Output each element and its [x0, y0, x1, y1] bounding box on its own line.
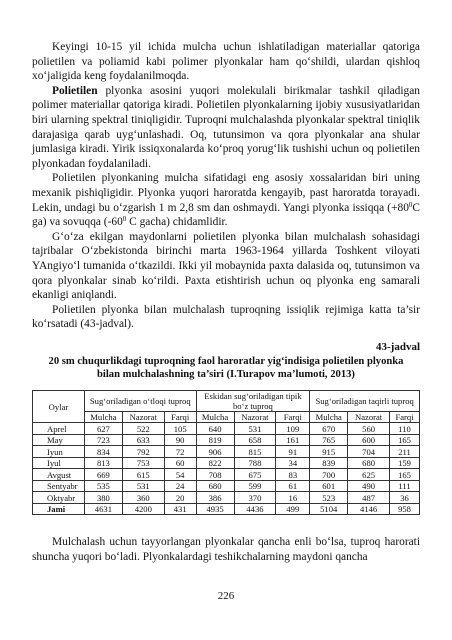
table-cell: 370 — [234, 492, 276, 504]
table-cell: 499 — [276, 503, 310, 515]
table-cell: 4200 — [122, 503, 164, 515]
table-cell: 627 — [84, 423, 122, 435]
table-cell: 819 — [196, 434, 234, 446]
table-cell-month: Jami — [33, 503, 85, 515]
table-cell: 165 — [390, 469, 420, 481]
table-cell: 906 — [196, 446, 234, 458]
table-cell-month: Iyun — [33, 446, 85, 458]
table-subheader-row — [33, 411, 420, 423]
table-cell: 4436 — [234, 503, 276, 515]
paragraph-3-text-a: Polietilen plyonkaning mulcha sifatidagi eng asosiy xossalaridan biri uning mexanik pishiqligidir. Plyonka yuqori haroratda kengayib, past haroratda torayadi. Lekin, undagi bu o‘zgarish 1 m 2,8 sm dan oshmaydi. Yangi plyonka issiqqa (+80 — [32, 172, 420, 214]
table-cell: 34 — [276, 457, 310, 469]
subheader: Farqi — [390, 411, 420, 423]
table-cell: 4146 — [348, 503, 390, 515]
degree-sup-1: 0 — [408, 200, 413, 209]
subheader: Nazorat — [234, 411, 276, 423]
table-row — [33, 469, 420, 481]
table-cell: 792 — [122, 446, 164, 458]
table-cell: 165 — [390, 434, 420, 446]
subheader: Mulcha — [196, 411, 234, 423]
table-cell: 680 — [196, 480, 234, 492]
table-cell: 91 — [276, 446, 310, 458]
table-cell-month: Iyul — [33, 457, 85, 469]
header-group-3: Sug‘oriladigan taqirli tuproq — [310, 390, 420, 411]
subheader: Nazorat — [348, 411, 390, 423]
table-cell: 958 — [390, 503, 420, 515]
paragraph-2-text: plyonka asosini yuqori molekulali birikmalar tashkil qiladigan polimer materiallar qatoriga kiradi. Polietilen plyonkalarning ijobiy xususiyatlaridan biri ularning spektral tiniqligidir. Tuproqni mulchalashda plyonkalar spektral tiniqlik darajasiga qarab uyg‘unlashadi. Oq, tutunsimon va qora plyonkalar ana shular jumlasiga kiradi. Yirik issiqxonalarda ko‘proq yorug‘lik tushishi uchun oq polietilen plyonkadan foydalaniladi. — [32, 84, 420, 170]
table-cell: 380 — [84, 492, 122, 504]
subheader: Farqi — [276, 411, 310, 423]
table-cell: 704 — [348, 446, 390, 458]
table-cell: 753 — [122, 457, 164, 469]
table-cell: 54 — [164, 469, 196, 481]
table-cell: 523 — [310, 492, 348, 504]
table-cell: 535 — [84, 480, 122, 492]
table-cell: 788 — [234, 457, 276, 469]
table-cell: 522 — [122, 423, 164, 435]
header-month: Oylar — [33, 390, 85, 423]
table-cell: 386 — [196, 492, 234, 504]
temperature-table — [32, 390, 420, 516]
table-row — [33, 480, 420, 492]
table-cell: 708 — [196, 469, 234, 481]
subheader: Farqi — [164, 411, 196, 423]
table-cell: 20 — [164, 492, 196, 504]
paragraph-after-table: Mulchalash uchun tayyorlangan plyonkalar qancha enli bo‘lsa, tuproq harorati shuncha yuqori bo‘ladi. Plyonkalardagi teshikchalarning maydoni qancha — [32, 536, 420, 563]
table-cell-month: Oktyabr — [33, 492, 85, 504]
table-cell: 83 — [276, 469, 310, 481]
table-cell-month: Avgust — [33, 469, 85, 481]
paragraph-3-text-b: C ga) va sovuqqa (-60 — [32, 201, 420, 229]
table-row — [33, 492, 420, 504]
table-cell: 72 — [164, 446, 196, 458]
table-cell-month: Aprel — [33, 423, 85, 435]
table-cell: 669 — [84, 469, 122, 481]
table-cell: 670 — [310, 423, 348, 435]
table-cell: 615 — [122, 469, 164, 481]
table-cell: 600 — [348, 434, 390, 446]
table-cell: 110 — [390, 423, 420, 435]
table-cell: 658 — [234, 434, 276, 446]
table-cell: 61 — [276, 480, 310, 492]
table-cell: 599 — [234, 480, 276, 492]
table-label: 43-jadval — [376, 340, 420, 353]
table-cell: 822 — [196, 457, 234, 469]
table-cell: 211 — [390, 446, 420, 458]
table-cell: 487 — [348, 492, 390, 504]
subheader: Nazorat — [122, 411, 164, 423]
table-row — [33, 457, 420, 469]
table-cell: 625 — [348, 469, 390, 481]
table-cell: 680 — [348, 457, 390, 469]
table-cell: 60 — [164, 457, 196, 469]
table-cell: 813 — [84, 457, 122, 469]
table-cell: 560 — [348, 423, 390, 435]
table-row — [33, 434, 420, 446]
subheader: Mulcha — [310, 411, 348, 423]
page-body — [32, 40, 420, 565]
table-cell: 815 — [234, 446, 276, 458]
table-title-line-2: bilan mulchalashning ta’siri (I.Turapov ma’lumoti, 2013) — [97, 369, 355, 381]
paragraph-3-text-c: C gacha) chidamlidir. — [126, 216, 228, 229]
table-cell: 16 — [276, 492, 310, 504]
table-cell-month: Sentyabr — [33, 480, 85, 492]
table-row — [33, 503, 420, 515]
table-cell: 531 — [122, 480, 164, 492]
table-cell: 360 — [122, 492, 164, 504]
degree-sup-2: 0 — [122, 215, 127, 224]
table-cell: 633 — [122, 434, 164, 446]
table-row — [33, 446, 420, 458]
table-cell: 765 — [310, 434, 348, 446]
table-cell: 915 — [310, 446, 348, 458]
table-cell: 4631 — [84, 503, 122, 515]
table-cell: 159 — [390, 457, 420, 469]
table-title-line-1: 20 sm chuqurlikdagi tuproqning faol haroratlar yig‘indisiga polietilen plyonka — [48, 355, 404, 367]
table-cell: 161 — [276, 434, 310, 446]
table-cell: 109 — [276, 423, 310, 435]
table-cell: 601 — [310, 480, 348, 492]
table-cell: 5104 — [310, 503, 348, 515]
paragraph-5: Polietilen plyonka bilan mulchalash tuproqning issiqlik rejimiga katta ta’sir ko‘rsatadi (43-jadval). — [32, 303, 420, 331]
paragraph-2-bold-term: Polietilen — [52, 84, 98, 97]
table-cell: 490 — [348, 480, 390, 492]
header-group-2: Eskidan sug‘oriladigan tipik bo‘z tuproq — [196, 390, 310, 411]
table-cell: 839 — [310, 457, 348, 469]
table-cell: 531 — [234, 423, 276, 435]
table-cell: 105 — [164, 423, 196, 435]
table-cell: 700 — [310, 469, 348, 481]
page-number: 226 — [217, 590, 235, 602]
paragraph-1: Keyingi 10-15 yil ichida mulcha uchun ishlatiladigan materiallar qatoriga polietilen va poliamid kabi polimer plyonkalar ham qo‘shildi, ulardan qishloq xo‘jaligida keng foydalanilmoqda. — [32, 41, 420, 83]
table-cell: 24 — [164, 480, 196, 492]
paragraph-4: G‘o‘za ekilgan maydonlarni polietilen plyonka bilan mulchalash sohasidagi tajribalar O‘zbekistonda birinchi marta 1963-1964 yillarda Toshkent viloyati YAngiyo‘l tumanida o‘tkazildi. Ikki yil mobaynida paxta dalasida oq, tutunsimon va qora plyonkalar sinab ko‘rildi. Paxta etishtirish uchun oq plyonka eng samarali ekanligi aniqlandi. — [32, 230, 420, 302]
table-cell: 4935 — [196, 503, 234, 515]
paragraph-2 — [32, 84, 420, 172]
table-cell: 640 — [196, 423, 234, 435]
table-cell: 834 — [84, 446, 122, 458]
table-cell: 431 — [164, 503, 196, 515]
table-cell: 675 — [234, 469, 276, 481]
table-row — [33, 423, 420, 435]
table-cell: 723 — [84, 434, 122, 446]
table-cell: 90 — [164, 434, 196, 446]
table-cell-month: May — [33, 434, 85, 446]
table-cell: 111 — [390, 480, 420, 492]
subheader: Mulcha — [84, 411, 122, 423]
table-header-row — [33, 390, 420, 411]
paragraph-3 — [32, 171, 420, 229]
header-group-1: Sug‘oriladigan o‘tloqi tuproq — [84, 390, 196, 411]
table-title — [32, 355, 420, 382]
table-cell: 36 — [390, 492, 420, 504]
